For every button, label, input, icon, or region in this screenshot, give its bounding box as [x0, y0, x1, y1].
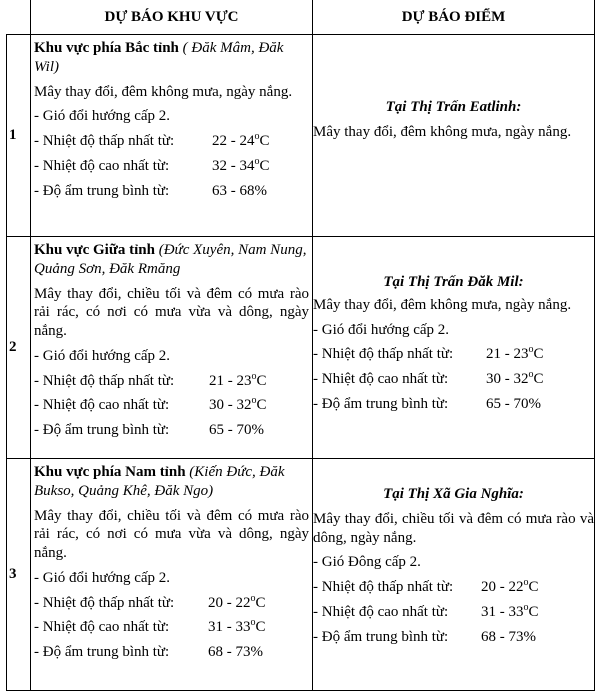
header-row	[7, 0, 595, 35]
point-description: Mây thay đổi, đêm không mưa, ngày nắng.	[313, 123, 572, 140]
area-description: Mây thay đổi, chiều tối và đêm có mưa rào rải rác, có nơi có mưa vừa và dông, ngày nắng.	[34, 285, 309, 339]
forecast-table	[6, 0, 595, 691]
point-forecast-cell	[313, 35, 595, 237]
temp-max-line: - Nhiệt độ cao nhất từ: 30 - 32$^o$C	[34, 395, 267, 414]
temp-min-value: 21 - 23	[486, 346, 529, 363]
humidity-value: 65 - 70%	[486, 395, 541, 412]
row-number: 3	[7, 459, 31, 691]
point-title: Tại Thị Xã Gia Nghĩa:	[383, 486, 524, 502]
temp-max-value: 31 - 33	[481, 603, 524, 620]
area-title: Khu vực Giữa tỉnh (Đức Xuyên, Nam Nung, Quảng Sơn, Đăk Rmăng	[34, 242, 307, 277]
temp-min-value: 22 - 24	[212, 133, 255, 149]
area-forecast-cell	[31, 35, 313, 237]
area-title: Khu vực phía Bắc tỉnh ( Đăk Mâm, Đăk Wil)	[34, 40, 284, 75]
row-number: 1	[7, 35, 31, 237]
area-description: Mây thay đổi, đêm không mưa, ngày nắng.	[34, 83, 293, 100]
header-number-cell	[7, 0, 31, 35]
header-point-forecast: DỰ BÁO ĐIỂM	[313, 0, 595, 35]
humidity-value: 68 - 73%	[481, 628, 536, 645]
humidity-line: - Độ ẩm trung bình từ: 65 - 70%	[34, 422, 264, 438]
point-description: Mây thay đổi, đêm không mưa, ngày nắng.	[313, 296, 572, 313]
humidity-line: - Độ ẩm trung bình từ: 63 - 68%	[34, 182, 267, 199]
area-forecast-cell	[31, 459, 313, 691]
temp-max-value: 32 - 34	[212, 157, 255, 174]
area-forecast-cell	[31, 237, 313, 459]
temp-max-value: 31 - 33	[208, 619, 251, 636]
humidity-line: - Độ ẩm trung bình từ: 68 - 73%	[313, 628, 536, 645]
temp-min-line: - Nhiệt độ thấp nhất từ: 20 - 22$^o$C	[313, 577, 539, 595]
temp-min-line: - Nhiệt độ thấp nhất từ: 20 - 22$^o$C	[34, 592, 266, 611]
wind-line: - Gió đổi hướng cấp 2.	[313, 321, 450, 338]
point-forecast-cell	[313, 237, 595, 459]
point-title: Tại Thị Trấn Đăk Mil:	[383, 274, 524, 290]
wind-line: - Gió đổi hướng cấp 2.	[34, 108, 171, 125]
temp-min-line: - Nhiệt độ thấp nhất từ: 22 - 24$^o$C	[34, 131, 270, 149]
header-area-forecast: DỰ BÁO KHU VỰC	[31, 0, 313, 35]
temp-min-line: - Nhiệt độ thấp nhất từ: 21 - 23$^o$C	[313, 344, 544, 363]
table-row	[7, 35, 595, 237]
temp-min-line: - Nhiệt độ thấp nhất từ: 21 - 23$^o$C	[34, 370, 267, 389]
area-subtitle: (Đức Xuyên, Nam Nung, Quảng Sơn, Đăk Rmăng	[34, 242, 307, 277]
row-number: 2	[7, 237, 31, 459]
temp-min-value: 20 - 22	[481, 579, 524, 595]
humidity-value: 68 - 73%	[208, 644, 263, 660]
humidity-value: 65 - 70%	[209, 422, 264, 438]
temp-max-line: - Nhiệt độ cao nhất từ: 31 - 33$^o$C	[313, 601, 539, 620]
area-title: Khu vực phía Nam tỉnh (Kiến Đức, Đăk Bukso, Quảng Khê, Đăk Ngo)	[34, 464, 285, 499]
wind-line: - Gió Đông cấp 2.	[313, 554, 421, 571]
humidity-value: 63 - 68%	[212, 182, 267, 199]
temp-max-line: - Nhiệt độ cao nhất từ: 31 - 33$^o$C	[34, 617, 266, 636]
area-subtitle: ( Đăk Mâm, Đăk Wil)	[34, 40, 284, 75]
temp-max-value: 30 - 32	[209, 397, 252, 414]
table-row	[7, 459, 595, 691]
wind-line: - Gió đổi hướng cấp 2.	[34, 569, 171, 586]
temp-max-line: - Nhiệt độ cao nhất từ: 30 - 32$^o$C	[313, 369, 544, 387]
point-forecast-cell	[313, 459, 595, 691]
temp-min-value: 21 - 23	[209, 372, 252, 389]
area-subtitle: (Kiến Đức, Đăk Bukso, Quảng Khê, Đăk Ngo)	[34, 464, 285, 499]
humidity-line: - Độ ẩm trung bình từ: 65 - 70%	[313, 395, 541, 412]
point-title: Tại Thị Trấn Eatlinh:	[385, 99, 522, 115]
humidity-line: - Độ ẩm trung bình từ: 68 - 73%	[34, 644, 263, 660]
temp-max-value: 30 - 32	[486, 371, 529, 387]
wind-line: - Gió đổi hướng cấp 2.	[34, 347, 171, 364]
table-row	[7, 237, 595, 459]
point-description: Mây thay đổi, chiều tối và đêm có mưa rào và dông, ngày nắng.	[313, 510, 594, 546]
area-description: Mây thay đổi, chiều tối và đêm có mưa rào rải rác, có nơi có mưa vừa và dông, ngày nắng.	[34, 507, 309, 561]
temp-min-value: 20 - 22	[208, 594, 251, 611]
temp-max-line: - Nhiệt độ cao nhất từ: 32 - 34$^o$C	[34, 155, 270, 174]
